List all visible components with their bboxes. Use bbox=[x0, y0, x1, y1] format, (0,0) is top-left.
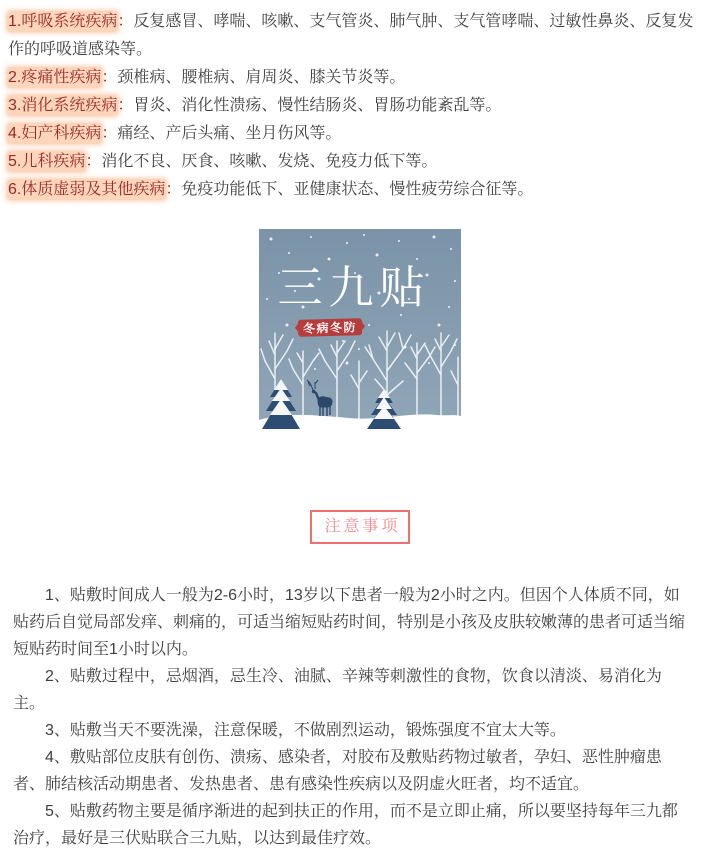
notice-container bbox=[8, 510, 703, 544]
sanjiutie-poster-image bbox=[259, 229, 461, 434]
notice-heading bbox=[310, 510, 409, 544]
note-paragraph: 2、贴敷过程中，忌烟酒，忌生冷、油腻、辛辣等刺激性的食物，饮食以清淡、易消化为主。 bbox=[13, 668, 662, 712]
note-paragraph: 3、贴敷当天不要洗澡，注意保暖，不做剧烈运动，锻炼强度不宜太大等。 bbox=[45, 722, 566, 739]
disease-item bbox=[8, 120, 703, 148]
colon: ： bbox=[165, 181, 182, 198]
poster-container bbox=[8, 229, 703, 439]
notes-section bbox=[8, 582, 703, 852]
disease-category-label: 1.呼吸系统疾病 bbox=[8, 13, 118, 30]
disease-category-label: 5.儿科疾病 bbox=[8, 153, 86, 170]
disease-category-label: 4.妇产科疾病 bbox=[8, 125, 102, 142]
winter-scene-image bbox=[259, 229, 461, 434]
note-paragraph: 1、贴敷时间成人一般为2-6小时，13岁以下患者一般为2小时之内。但因个人体质不同，如贴药后自觉局部发痒、刺痛的，可适当缩短贴药时间，特别是小孩及皮肤较嫩薄的患者可适当缩短贴药时间至1小时以内。 bbox=[13, 587, 686, 658]
disease-examples: 颈椎病、腰椎病、肩周炎、膝关节炎等。 bbox=[117, 69, 406, 86]
note-paragraph: 4、敷贴部位皮肤有创伤、溃疡、感染者，对胶布及敷贴药物过敏者，孕妇、恶性肿瘤患者、肺结核活动期患者、发热患者、患有感染性疾病以及阴虚火旺者，均不适宜。 bbox=[13, 749, 662, 793]
disease-item bbox=[8, 92, 703, 120]
poster-badge bbox=[295, 318, 365, 337]
disease-examples: 免疫功能低下、亚健康状态、慢性疲劳综合征等。 bbox=[181, 181, 534, 198]
disease-category-label: 2.疼痛性疾病 bbox=[8, 69, 102, 86]
colon: ： bbox=[117, 97, 134, 114]
colon: ： bbox=[117, 13, 134, 30]
disease-item bbox=[8, 8, 703, 64]
disease-list bbox=[8, 8, 703, 204]
note-paragraph: 5、贴敷药物主要是循序渐进的起到扶正的作用，而不是立即止痛，所以要坚持每年三九都治疗，最好是三伏贴联合三九贴，以达到最佳疗效。 bbox=[13, 803, 678, 847]
colon: ： bbox=[101, 125, 118, 142]
colon: ： bbox=[85, 153, 102, 170]
disease-item bbox=[8, 176, 703, 204]
disease-examples: 反复感冒、哮喘、咳嗽、支气管炎、肺气肿、支气管哮喘、过敏性鼻炎、反复发作的呼吸道感染等。 bbox=[8, 13, 694, 58]
colon: ： bbox=[101, 69, 118, 86]
notice-heading-label: 注意事项 bbox=[324, 518, 401, 535]
disease-examples: 胃炎、消化性溃疡、慢性结肠炎、胃肠功能紊乱等。 bbox=[133, 97, 502, 114]
poster-title: 三九贴 bbox=[277, 261, 431, 314]
disease-category-label: 3.消化系统疾病 bbox=[8, 97, 118, 114]
disease-category-label: 6.体质虚弱及其他疾病 bbox=[8, 181, 166, 198]
disease-item bbox=[8, 64, 703, 92]
disease-examples: 痛经、产后头痛、坐月伤风等。 bbox=[117, 125, 342, 142]
poster-badge-label: 冬病冬防 bbox=[302, 320, 358, 336]
disease-item bbox=[8, 148, 703, 176]
disease-examples: 消化不良、厌食、咳嗽、发烧、免疫力低下等。 bbox=[101, 153, 438, 170]
